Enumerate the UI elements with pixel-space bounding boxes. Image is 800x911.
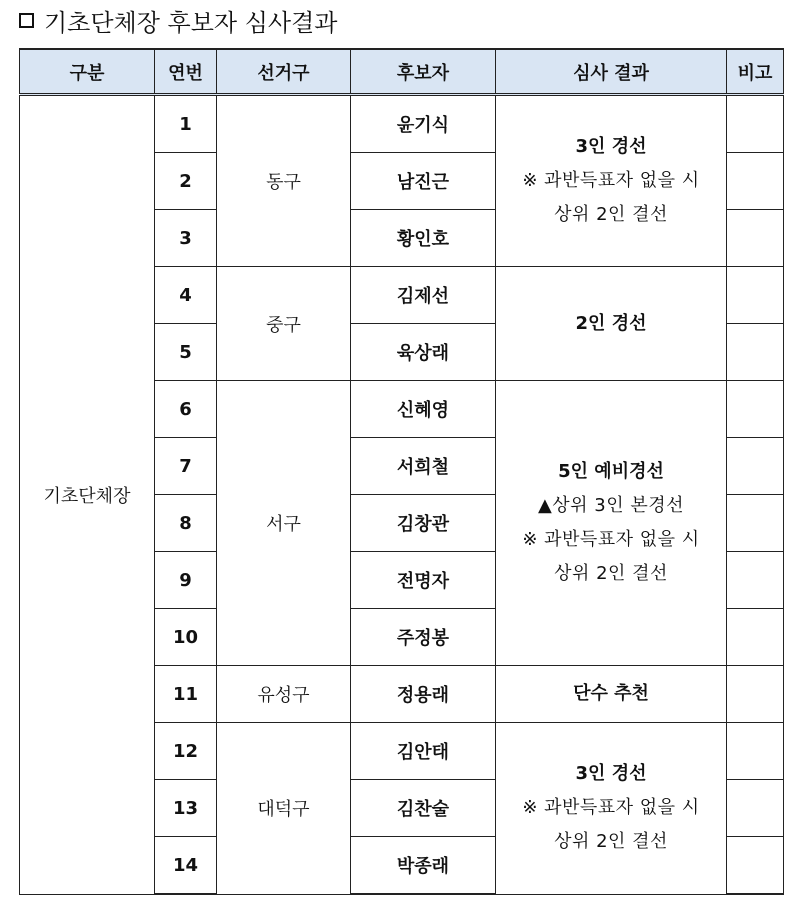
remarks-cell: [727, 381, 784, 438]
number-cell: 4: [155, 267, 217, 324]
result-note-text: 상위 2인 결선: [554, 831, 668, 853]
result-table: [19, 48, 784, 895]
candidate-name-cell: 남진근: [351, 153, 496, 210]
candidate-name-cell: 전명자: [351, 552, 496, 609]
candidate-name-cell: 황인호: [351, 210, 496, 267]
result-cell: [496, 723, 727, 895]
remarks-cell: [727, 95, 784, 153]
number-cell: 12: [155, 723, 217, 780]
candidate-name-cell: 김안태: [351, 723, 496, 780]
result-cell: [496, 267, 727, 381]
number-cell: 11: [155, 666, 217, 723]
page-title-text: 기초단체장 후보자 심사결과: [44, 8, 338, 37]
remarks-cell: [727, 780, 784, 837]
result-note-text: ※ 과반득표자 없을 시: [522, 797, 700, 819]
remarks-cell: [727, 666, 784, 723]
number-cell: 8: [155, 495, 217, 552]
candidate-name-cell: 윤기식: [351, 95, 496, 153]
candidate-name-cell: 김창관: [351, 495, 496, 552]
result-note-text: ▲상위 3인 본경선: [537, 495, 685, 516]
result-main-text: 2인 경선: [575, 312, 647, 334]
candidate-name-cell: 신혜영: [351, 381, 496, 438]
remarks-cell: [727, 552, 784, 609]
header-result: 심사 결과: [496, 49, 727, 95]
candidate-name-cell: 주정봉: [351, 609, 496, 666]
remarks-cell: [727, 495, 784, 552]
district-cell: 유성구: [217, 666, 351, 723]
district-cell: 중구: [217, 267, 351, 381]
candidate-name-cell: 정용래: [351, 666, 496, 723]
candidate-name-cell: 박종래: [351, 837, 496, 895]
result-main-text: 5인 예비경선: [558, 461, 664, 482]
number-cell: 5: [155, 324, 217, 381]
table-row: [20, 95, 784, 153]
remarks-cell: [727, 438, 784, 495]
district-cell: 대덕구: [217, 723, 351, 895]
result-note-text: ※ 과반득표자 없을 시: [522, 529, 700, 550]
table-body: [20, 95, 784, 895]
number-cell: 2: [155, 153, 217, 210]
number-cell: 7: [155, 438, 217, 495]
page-title: [19, 4, 337, 36]
remarks-cell: [727, 324, 784, 381]
district-cell: 동구: [217, 95, 351, 267]
remarks-cell: [727, 723, 784, 780]
header-category: 구분: [20, 49, 155, 95]
result-note-text: 상위 2인 결선: [554, 204, 668, 225]
candidate-name-cell: 김제선: [351, 267, 496, 324]
result-cell: [496, 381, 727, 666]
header-candidate: 후보자: [351, 49, 496, 95]
table-header-row: [20, 49, 784, 95]
result-main-text: 단수 추천: [573, 683, 649, 704]
candidate-name-cell: 육상래: [351, 324, 496, 381]
number-cell: 13: [155, 780, 217, 837]
category-cell: 기초단체장: [20, 95, 155, 895]
number-cell: 1: [155, 95, 217, 153]
candidate-name-cell: 서희철: [351, 438, 496, 495]
result-main-text: 3인 경선: [575, 136, 647, 157]
candidate-name-cell: 김찬술: [351, 780, 496, 837]
remarks-cell: [727, 210, 784, 267]
result-note-text: ※ 과반득표자 없을 시: [522, 170, 700, 191]
checkbox-square-icon: [19, 13, 34, 28]
header-number: 연번: [155, 49, 217, 95]
result-note-text: 상위 2인 결선: [554, 563, 668, 584]
result-main-text: 3인 경선: [575, 763, 647, 785]
number-cell: 3: [155, 210, 217, 267]
result-cell: [496, 95, 727, 267]
number-cell: 9: [155, 552, 217, 609]
remarks-cell: [727, 267, 784, 324]
remarks-cell: [727, 837, 784, 895]
remarks-cell: [727, 609, 784, 666]
number-cell: 10: [155, 609, 217, 666]
result-cell: [496, 666, 727, 723]
number-cell: 6: [155, 381, 217, 438]
header-district: 선거구: [217, 49, 351, 95]
remarks-cell: [727, 153, 784, 210]
number-cell: 14: [155, 837, 217, 895]
header-remarks: 비고: [727, 49, 784, 95]
district-cell: 서구: [217, 381, 351, 666]
